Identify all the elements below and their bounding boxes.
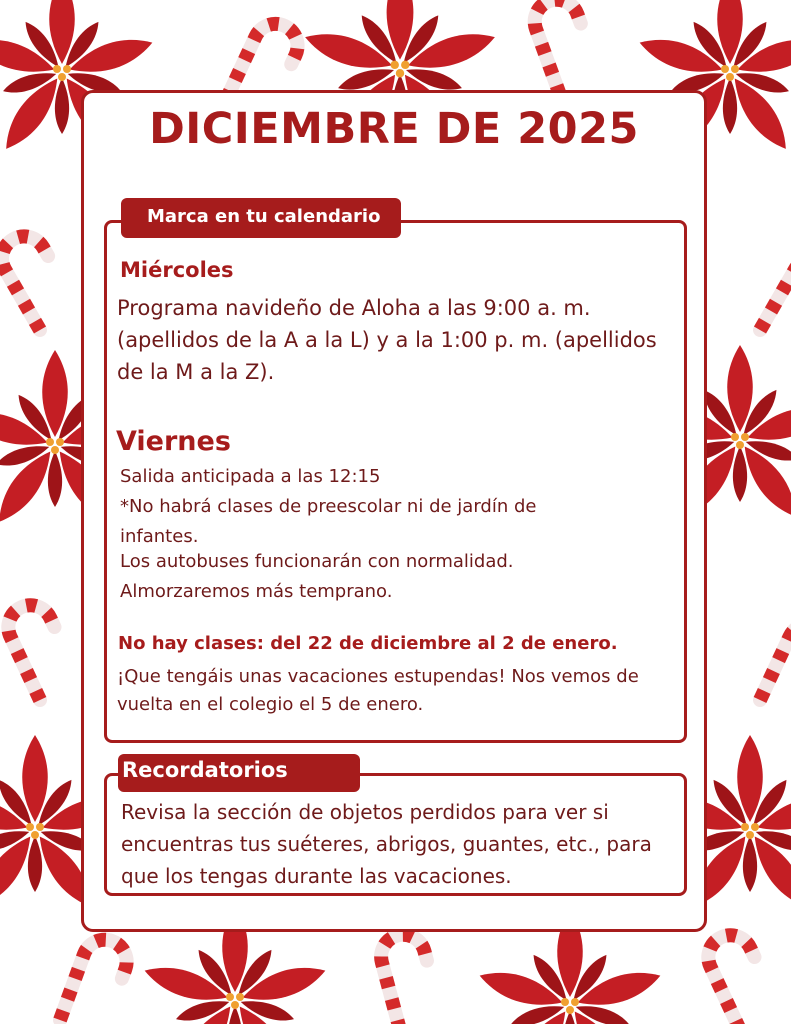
wednesday-heading: Miércoles bbox=[120, 258, 234, 282]
friday-heading: Viernes bbox=[116, 426, 231, 457]
reminders-text: Revisa la sección de objetos perdidos para ver si encuentras tus suéteres, abrigos, guantes, etc., para que los tengas durante las vacaciones. bbox=[121, 800, 652, 888]
friday-line: Salida anticipada a las 12:15 bbox=[120, 466, 381, 487]
page-title: DICIEMBRE DE 2025 bbox=[149, 104, 639, 154]
friday-line: *No habrá clases de preescolar ni de jardín de bbox=[120, 496, 537, 517]
friday-line: Los autobuses funcionarán con normalidad. bbox=[120, 551, 514, 572]
reminders-tab-label: Recordatorios bbox=[118, 754, 360, 792]
no-classes-heading: No hay clases: del 22 de diciembre al 2 de enero. bbox=[118, 633, 618, 654]
friday-line: Almorzaremos más temprano. bbox=[120, 581, 393, 602]
wednesday-text: Programa navideño de Aloha a las 9:00 a. m. (apellidos de la A a la L) y a la 1:00 p. m. (apellidos de la M a la Z). bbox=[117, 296, 657, 384]
friday-line: infantes. bbox=[120, 526, 199, 547]
no-classes-text: ¡Que tengáis unas vacaciones estupendas! Nos vemos de vuelta en el colegio el 5 de enero. bbox=[117, 666, 639, 715]
calendar-tab-label: Marca en tu calendario bbox=[121, 198, 401, 238]
